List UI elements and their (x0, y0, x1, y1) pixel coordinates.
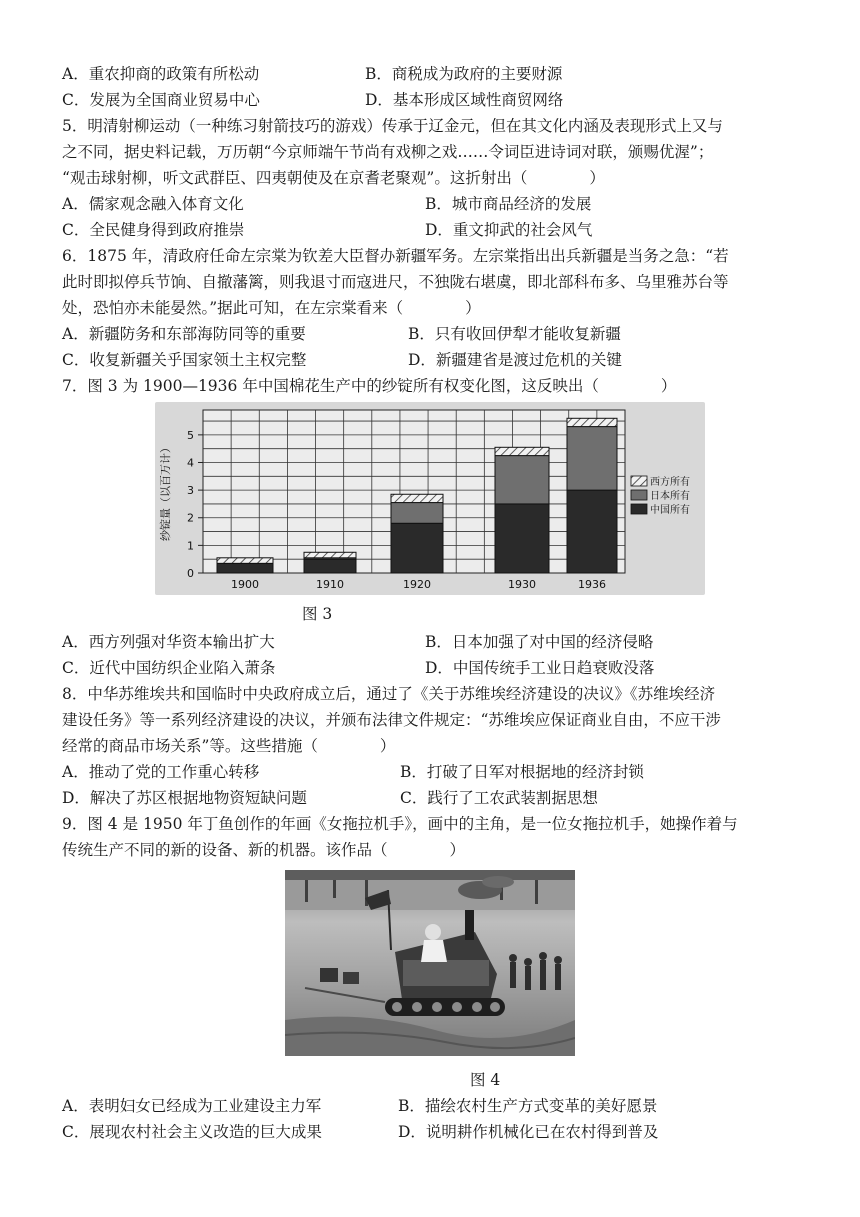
q5-option-a[interactable]: A．儒家观念融入体育文化 (62, 195, 244, 213)
q8-stem-line-2: 建设任务》等一系列经济建设的决议，并颁布法律文件规定：“苏维埃应保证商业自由，不应干涉 (62, 711, 721, 729)
bar-segment-1910-0 (304, 559, 356, 573)
q9-stem-line-2: 传统生产不同的新的设备、新的机器。该作品（ ） (62, 841, 466, 859)
legend-swatch (631, 476, 647, 486)
q6-option-b[interactable]: B．只有收回伊犁才能收复新疆 (408, 325, 621, 343)
x-tick-label: 1936 (578, 578, 606, 591)
q5-stem-line-2: 之不同，据史料记载，万历朝“今京师端午节尚有戏柳之戏……令词臣进诗词对联，颁赐优渥”； (62, 143, 714, 161)
legend-swatch (631, 490, 647, 500)
q6-stem-line-2: 此时即拟停兵节饷、自撤藩篱，则我退寸而寇进尺，不独陇右堪虞，即北部科布多、乌里雅苏台等 (62, 273, 729, 291)
q8-option-a[interactable]: A．推动了党的工作重心转移 (62, 763, 260, 781)
bar-segment-1930-2 (495, 447, 549, 455)
bar-segment-1936-2 (567, 418, 617, 426)
x-tick-label: 1930 (508, 578, 536, 591)
q7-option-b[interactable]: B．日本加强了对中国的经济侵略 (425, 633, 654, 651)
q9-option-a[interactable]: A．表明妇女已经成为工业建设主力军 (62, 1097, 322, 1115)
q5-option-d[interactable]: D．重文抑武的社会风气 (425, 221, 593, 239)
q6-stem-line-3: 处，恐怕亦未能晏然。”据此可知，在左宗棠看来（ ） (62, 299, 481, 317)
figure-4-caption: 图 4 (470, 1071, 501, 1089)
bar-segment-1920-0 (391, 523, 443, 573)
q9-option-d[interactable]: D．说明耕作机械化已在农村得到普及 (398, 1123, 659, 1141)
y-tick-label: 0 (187, 567, 194, 580)
legend-label: 中国所有 (650, 505, 690, 516)
x-tick-label: 1900 (231, 578, 259, 591)
bar-segment-1900-2 (217, 558, 273, 564)
bar-segment-1920-1 (391, 503, 443, 524)
q6-option-a[interactable]: A．新疆防务和东部海防同等的重要 (62, 325, 306, 343)
q8-stem-line-3: 经常的商品市场关系”等。这些措施（ ） (62, 737, 396, 755)
legend-label: 日本所有 (650, 491, 690, 502)
q9-option-b[interactable]: B．描绘农村生产方式变革的美好愿景 (398, 1097, 658, 1115)
y-tick-label: 3 (187, 484, 194, 498)
figure-4-painting-female-tractor-driver (285, 870, 575, 1056)
q7-option-a[interactable]: A．西方列强对华资本输出扩大 (62, 633, 275, 651)
q5-option-b[interactable]: B．城市商品经济的发展 (425, 195, 592, 213)
q8-option-d[interactable]: D．解决了苏区根据地物资短缺问题 (62, 789, 307, 807)
y-tick-label: 4 (187, 456, 194, 470)
q5-stem-line-3: “观击球射柳，听文武群臣、四夷朝使及在京耆老聚观”。这折射出（ ） (62, 169, 605, 187)
bar-segment-1936-1 (567, 427, 617, 491)
tractor-painting-illustration (285, 870, 575, 1056)
legend-label: 西方所有 (650, 477, 690, 488)
x-tick-label: 1920 (403, 578, 431, 591)
q4-option-d[interactable]: D．基本形成区域性商贸网络 (365, 91, 564, 109)
q5-stem-line-1: 5．明清射柳运动（一种练习射箭技巧的游戏）传承于辽金元，但在其文化内涵及表现形式上又与 (62, 117, 723, 135)
q8-stem-line-1: 8．中华苏维埃共和国临时中央政府成立后，通过了《关于苏维埃经济建设的决议》《苏维埃经济 (62, 685, 716, 703)
chart-legend (631, 475, 690, 516)
bar-segment-1920-2 (391, 494, 443, 502)
legend-swatch (631, 504, 647, 514)
q9-stem-line-1: 9．图 4 是 1950 年丁鱼创作的年画《女拖拉机手》，画中的主角，是一位女拖拉机手，她操作着与 (62, 815, 738, 833)
q6-stem-line-1: 6．1875 年，清政府任命左宗棠为钦差大臣督办新疆军务。左宗棠指出出兵新疆是当务之急：“若 (62, 247, 729, 265)
q4-option-c[interactable]: C．发展为全国商业贸易中心 (62, 91, 260, 109)
y-tick-label: 2 (187, 511, 194, 525)
q6-option-d[interactable]: D．新疆建省是渡过危机的关键 (408, 351, 622, 369)
q8-option-c[interactable]: C．践行了工农武装割据思想 (400, 789, 598, 807)
q4-option-b[interactable]: B．商税成为政府的主要财源 (365, 65, 563, 83)
bar-segment-1930-1 (495, 456, 549, 504)
bar-segment-1936-0 (567, 490, 617, 573)
q7-option-d[interactable]: D．中国传统手工业日趋衰败没落 (425, 659, 655, 677)
figure-3-chart (155, 402, 705, 595)
q6-option-c[interactable]: C．收复新疆关乎国家领土主权完整 (62, 351, 307, 369)
bar-segment-1900-0 (217, 563, 273, 573)
q5-option-c[interactable]: C．全民健身得到政府推崇 (62, 221, 245, 239)
q9-option-c[interactable]: C．展现农村社会主义改造的巨大成果 (62, 1123, 322, 1141)
y-tick-label: 5 (187, 428, 194, 442)
bar-segment-1930-0 (495, 504, 549, 573)
y-axis-label: 纱锭量（以百万计） (159, 442, 172, 541)
figure-3-caption: 图 3 (302, 605, 333, 623)
q7-option-c[interactable]: C．近代中国纺织企业陷入萧条 (62, 659, 276, 677)
spindle-ownership-chart (155, 402, 705, 595)
q4-option-a[interactable]: A．重农抑商的政策有所松动 (62, 65, 260, 83)
bar-segment-1910-2 (304, 552, 356, 558)
x-tick-label: 1910 (316, 578, 344, 591)
q8-option-b[interactable]: B．打破了日军对根据地的经济封锁 (400, 763, 644, 781)
y-tick-label: 1 (187, 539, 194, 553)
q7-stem-line-1: 7．图 3 为 1900—1936 年中国棉花生产中的纱锭所有权变化图，这反映出（ ） (62, 377, 677, 395)
